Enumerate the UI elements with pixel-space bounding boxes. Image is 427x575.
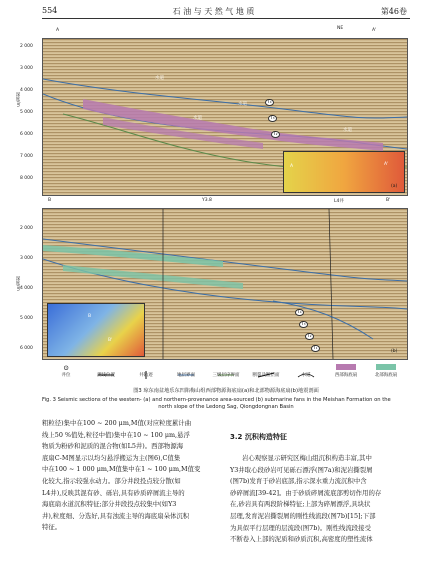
depth-tick-b-0: 2 000 <box>20 226 33 231</box>
legend-item-channel <box>286 364 326 378</box>
legend-label-west-fan: 西部海底扇 <box>334 373 358 378</box>
marker-t3-b: T₃ <box>301 322 306 327</box>
right-line-7: 不断卷入上部的泥质和砂质沉积,高密度的塑性流体 <box>230 535 373 544</box>
depth-tick-a-0: 2 000 <box>20 44 33 49</box>
left-line-2: 物质为粉砂和泥质的混合物(如L5井)。西部物源海 <box>42 442 184 451</box>
panel-b-well2: L4井 <box>334 199 344 204</box>
channel-label-4: 水道 <box>343 128 352 133</box>
legend-item-sequence <box>206 364 246 378</box>
marker-t1-b: T₁ <box>313 346 318 351</box>
legend-item-west-fan <box>326 364 366 378</box>
left-line-5: 化较大,指示较强水动力。部分井段投点较分散(如 <box>42 476 181 485</box>
legend-item-boundary <box>166 364 206 378</box>
inset-map-a <box>283 151 405 193</box>
inset-b-right: B' <box>108 338 113 343</box>
section-heading: 3.2 沉积构造特征 <box>230 433 287 441</box>
left-line-4: 中在100 ~ 1 000 μm,M值集中在1 ~ 100 μm,M值变 <box>42 465 201 474</box>
west-fan-icon <box>326 364 366 372</box>
depth-tick-a-2: 4 000 <box>20 88 33 93</box>
legend-item-fault <box>246 364 286 378</box>
panel-b-well1: Y3.8 <box>202 198 212 203</box>
legend-label-fault: 断裂及断层面 <box>252 373 280 378</box>
volume-label: 第46卷 <box>380 7 407 16</box>
legend-label-sequence: 三级层序界面 <box>212 373 240 378</box>
right-line-1: Y3井取心段砂岩可见砾石漂浮(图7a)和泥岩撕裂屑 <box>230 465 373 474</box>
panel-b-tag: (b) <box>391 349 398 354</box>
line-icon <box>86 364 126 372</box>
depth-tick-b-3: 5 000 <box>20 316 33 321</box>
depth-tick-a-4: 6 000 <box>20 132 33 137</box>
panel-a-tag: (a) <box>391 184 398 189</box>
right-line-5: 层理,发育泥岩撕裂屑的刚性线流段(图7b)[15];下部 <box>230 511 376 520</box>
legend-label-channel: 水道 <box>301 373 311 378</box>
depth-tick-a-5: 7 000 <box>20 154 33 159</box>
trajectory-icon <box>126 364 166 372</box>
seismic-section-b <box>42 208 408 360</box>
legend-label-north-fan: 北部海底扇 <box>374 373 398 378</box>
north-fan-icon <box>366 364 406 372</box>
depth-axis-label-b: 深度/m <box>15 276 20 291</box>
inset-map-b <box>47 303 145 357</box>
page-number: 554 <box>42 6 58 15</box>
right-line-2: (图7b)发育于砂岩底部,指示深水重力流沉积中含 <box>230 477 367 486</box>
left-line-6: L4井),反映其混有砂、砾岩,具有砂质碎屑流主导的 <box>42 488 185 497</box>
marker-t4-a: T₄ <box>267 100 272 105</box>
journal-title: 石 油 与 天 然 气 地 质 <box>172 7 255 16</box>
boundary-icon <box>166 364 206 372</box>
legend-item-trajectory <box>126 364 166 378</box>
figure-caption-en-1: Fig. 3 Seismic sections of the western- (a) and northern-provenance area-sourced (b) submarine fans in the Meishan Formation on the <box>42 397 391 403</box>
depth-tick-a-1: 3 000 <box>20 66 33 71</box>
left-line-1: 线上50 %值处,粒径中值)集中在10 ~ 100 μm,悬浮 <box>42 430 190 439</box>
channel-label-1: 水道 <box>155 76 164 81</box>
panel-b-left-corner: B <box>48 198 52 203</box>
depth-tick-b-1: 3 000 <box>20 256 33 261</box>
depth-tick-b-2: 4 000 <box>20 286 33 291</box>
panel-b-topbar <box>42 196 406 208</box>
left-line-8: 井),粒度细、分选好,具有浊流主导的海底扇朵体沉积 <box>42 511 190 520</box>
legend-item-line <box>86 364 126 378</box>
legend-item-north-fan <box>366 364 406 378</box>
left-column <box>42 418 222 534</box>
legend-label-boundary: 地层界面 <box>177 373 195 378</box>
panel-b-right-corner: B' <box>386 198 391 203</box>
figure-caption-en-2: north slope of the Ledong Sag, Qiongdongnan Basin <box>158 404 294 410</box>
right-line-4: 在,砂岩具有两段阶梯特征;上部为碎屑漂浮,具块状 <box>230 500 371 509</box>
marker-t4-b: T₄ <box>297 310 302 315</box>
marker-t2-a: T₂ <box>273 132 278 137</box>
right-line-6: 为具似平行层理的层流段(图7b)。刚性线流段接受 <box>230 523 371 532</box>
marker-t2-b: T₂ <box>307 334 312 339</box>
channel-label-2: 水道 <box>238 102 247 107</box>
panel-a-north-label: NE <box>337 26 344 31</box>
figure-legend <box>46 364 406 386</box>
inset-a-right: A' <box>384 162 389 167</box>
seismic-section-a <box>42 38 408 196</box>
inset-a-left: A <box>290 164 294 169</box>
legend-label-trajectory: 井轨迹 <box>139 373 153 378</box>
channel-label-3: 水道 <box>193 116 202 121</box>
depth-axis-label-a: 深度/m <box>15 92 20 107</box>
legend-label-well: 井位 <box>61 373 71 378</box>
right-column <box>230 453 412 546</box>
panel-a-left-corner: A <box>56 28 60 33</box>
channel-icon <box>286 364 326 372</box>
panel-a-right-corner: A' <box>372 28 377 33</box>
marker-t3-a: T₃ <box>270 116 275 121</box>
sequence-icon <box>206 364 246 372</box>
legend-label-line: 测线位置 <box>97 373 115 378</box>
depth-tick-a-6: 8 000 <box>20 176 33 181</box>
legend-item-well <box>46 364 86 378</box>
inset-b-left: B <box>88 314 92 319</box>
well-icon: ⊙ <box>63 364 69 372</box>
right-line-0: 岩心观察显示研究区梅山组沉积构造丰富,其中 <box>242 454 372 462</box>
left-line-3: 底扇C-M图显示以均匀悬浮搬运为主(图6),C值集 <box>42 453 181 462</box>
header-rule <box>42 18 410 19</box>
left-line-7: 海底扇水道沉积特征;部分井段投点较集中(如Y3 <box>42 500 177 509</box>
fault-icon <box>246 364 286 372</box>
depth-tick-b-4: 6 000 <box>20 346 33 351</box>
right-line-3: 砂碎屑流[39-42]。由于砂质碎屑流底部剪切作用的存 <box>230 488 382 497</box>
depth-tick-a-3: 5 000 <box>20 110 33 115</box>
left-line-9: 特征。 <box>42 523 62 532</box>
panel-a-topbar <box>42 26 406 38</box>
left-line-0: 粗粒径)集中在100 ~ 200 μm,M值(对应粒度累计曲 <box>42 419 192 427</box>
figure-caption-cn: 图3 琼东南盆地乐东凹陷梅山组西部物源海底扇(a)和北部物源海底扇(b)地震剖面 <box>133 388 319 394</box>
